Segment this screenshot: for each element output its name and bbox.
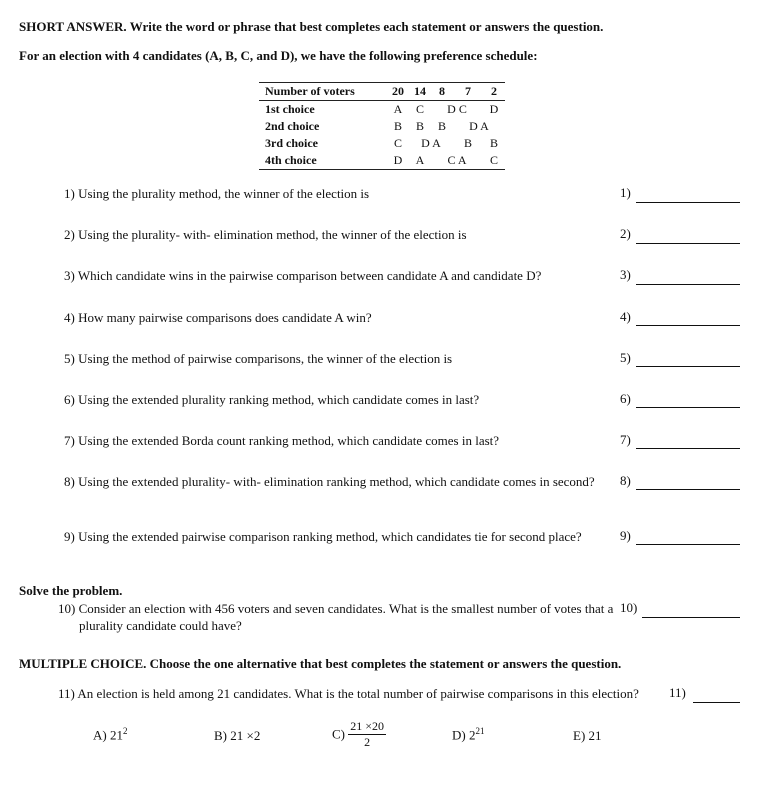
table-cell: C	[483, 152, 505, 170]
choice-d[interactable]	[452, 726, 484, 743]
multiple-choice-header	[19, 656, 621, 672]
question-number: 6)	[64, 392, 75, 407]
answer-label-5: 5)	[620, 350, 631, 365]
question-2	[64, 226, 609, 243]
table-cell: B	[437, 119, 446, 133]
table-header-row	[259, 83, 505, 101]
row-label: 3rd choice	[265, 136, 318, 150]
table-row	[259, 118, 505, 135]
voters-20: 20	[387, 83, 409, 101]
answer-label-6: 6)	[620, 391, 631, 406]
question-text: Using the plurality method, the winner of the election is	[78, 186, 370, 201]
table-cell: A	[393, 102, 403, 116]
table-cell: C A	[431, 152, 483, 170]
answer-blank-9[interactable]	[636, 544, 740, 545]
table-cell: B	[489, 136, 498, 150]
question-3	[64, 267, 609, 284]
answer-label-8: 8)	[620, 473, 631, 488]
answer-blank-8[interactable]	[636, 489, 740, 490]
question-number: 1)	[64, 186, 75, 201]
question-number: 4)	[64, 310, 75, 325]
answer-blank-2[interactable]	[636, 243, 740, 244]
solve-header: Solve the problem.	[19, 583, 123, 598]
table-cell: D	[489, 102, 499, 116]
question-number: 7)	[64, 433, 75, 448]
answer-label-1: 1)	[620, 185, 631, 200]
question-text: Using the plurality- with- elimination method, the winner of the election is	[78, 227, 467, 242]
answer-blank-4[interactable]	[636, 325, 740, 326]
question-7	[64, 432, 609, 449]
question-number: 11)	[58, 686, 75, 701]
row-label: 1st choice	[265, 102, 315, 116]
fraction-denominator: 2	[364, 735, 371, 749]
answer-blank-7[interactable]	[636, 448, 740, 449]
question-text: An election is held among 21 candidates. What is the total number of pairwise comparisons in this election?	[77, 686, 639, 701]
choice-b-text: 21 ×2	[230, 728, 261, 743]
question-number: 9)	[64, 529, 75, 544]
choice-a-label: A)	[93, 727, 107, 743]
fraction-numerator: 21 ×20	[350, 719, 385, 733]
choice-c-label: C)	[332, 726, 345, 742]
table-cell: D A	[421, 136, 441, 150]
mc-title: MULTIPLE CHOICE.	[19, 656, 147, 671]
header-label: Number of voters	[259, 83, 387, 101]
question-number: 8)	[64, 474, 75, 489]
table-row	[259, 152, 505, 170]
table-cell: C	[393, 136, 402, 150]
choice-d-label: D)	[452, 727, 466, 743]
table-cell: D	[387, 152, 409, 170]
voters-14: 14	[409, 83, 431, 101]
answer-label-3: 3)	[620, 267, 631, 282]
table-cell: D C	[447, 102, 467, 116]
voters-7: 7	[453, 83, 483, 101]
table-cell: D A	[469, 119, 489, 133]
choice-d-exponent: 21	[475, 726, 485, 736]
question-4	[64, 309, 609, 326]
mc-instruction: Choose the one alternative that best completes the statement or answers the question.	[149, 656, 622, 671]
answer-blank-10[interactable]	[642, 617, 740, 618]
question-text: Using the extended pairwise comparison ranking method, which candidates tie for second place?	[78, 529, 582, 544]
short-answer-title: SHORT ANSWER.	[19, 19, 127, 34]
question-text: How many pairwise comparisons does candidate A win?	[78, 310, 372, 325]
question-number: 2)	[64, 227, 75, 242]
table-cell: B	[393, 119, 402, 133]
answer-blank-6[interactable]	[636, 407, 740, 408]
question-6	[64, 391, 609, 408]
table-row	[259, 135, 505, 152]
answer-blank-1[interactable]	[636, 202, 740, 203]
question-number: 5)	[64, 351, 75, 366]
preference-schedule-table	[259, 82, 505, 170]
choice-b-label: B)	[214, 728, 227, 743]
answer-label-11: 11)	[669, 685, 686, 700]
table-cell: A	[409, 152, 431, 170]
voters-2: 2	[483, 83, 505, 101]
answer-label-10: 10)	[620, 600, 638, 615]
choice-e-text: 21	[588, 728, 602, 743]
question-10	[58, 600, 631, 634]
choice-a-base: 21	[109, 727, 123, 743]
question-text: Using the extended plurality ranking method, which candidate comes in last?	[78, 392, 480, 407]
table-cell: B	[463, 136, 472, 150]
choice-e[interactable]	[573, 728, 602, 744]
question-number: 10)	[58, 601, 76, 616]
table-row	[259, 101, 505, 119]
row-label: 4th choice	[259, 152, 387, 170]
choice-c-fraction	[348, 719, 386, 750]
choice-a[interactable]	[93, 726, 127, 743]
row-label: 2nd choice	[265, 119, 320, 133]
question-9	[64, 528, 624, 545]
question-5	[64, 350, 609, 367]
answer-label-4: 4)	[620, 309, 631, 324]
question-text: Using the method of pairwise comparisons, the winner of the election is	[78, 351, 453, 366]
question-11	[58, 685, 679, 702]
short-answer-header	[19, 19, 603, 35]
answer-label-2: 2)	[620, 226, 631, 241]
table-cell: B	[415, 119, 424, 133]
table-cell: C	[415, 102, 424, 116]
question-1	[64, 185, 609, 202]
choice-b[interactable]	[214, 728, 260, 744]
question-text: Using the extended plurality- with- elimination ranking method, which candidate comes in second?	[78, 474, 595, 489]
choice-c[interactable]	[332, 719, 386, 750]
question-text: Consider an election with 456 voters and seven candidates. What is the smallest number of votes that a plurality candidate could have?	[78, 601, 614, 633]
answer-label-9: 9)	[620, 528, 631, 543]
choice-d-base: 2	[468, 727, 476, 743]
voters-8: 8	[431, 83, 453, 101]
answer-label-7: 7)	[620, 432, 631, 447]
choice-a-exponent: 2	[122, 726, 128, 736]
answer-blank-3[interactable]	[636, 284, 740, 285]
answer-blank-5[interactable]	[636, 366, 740, 367]
answer-blank-11[interactable]	[693, 702, 740, 703]
question-number: 3)	[64, 268, 75, 283]
intro-text: For an election with 4 candidates (A, B, C, and D), we have the following preference schedule:	[19, 48, 538, 63]
short-answer-instruction: Write the word or phrase that best completes each statement or answers the question.	[129, 19, 604, 34]
choice-e-label: E)	[573, 728, 586, 743]
question-text: Using the extended Borda count ranking method, which candidate comes in last?	[78, 433, 500, 448]
question-8	[64, 473, 624, 490]
question-text: Which candidate wins in the pairwise comparison between candidate A and candidate D?	[77, 268, 542, 283]
